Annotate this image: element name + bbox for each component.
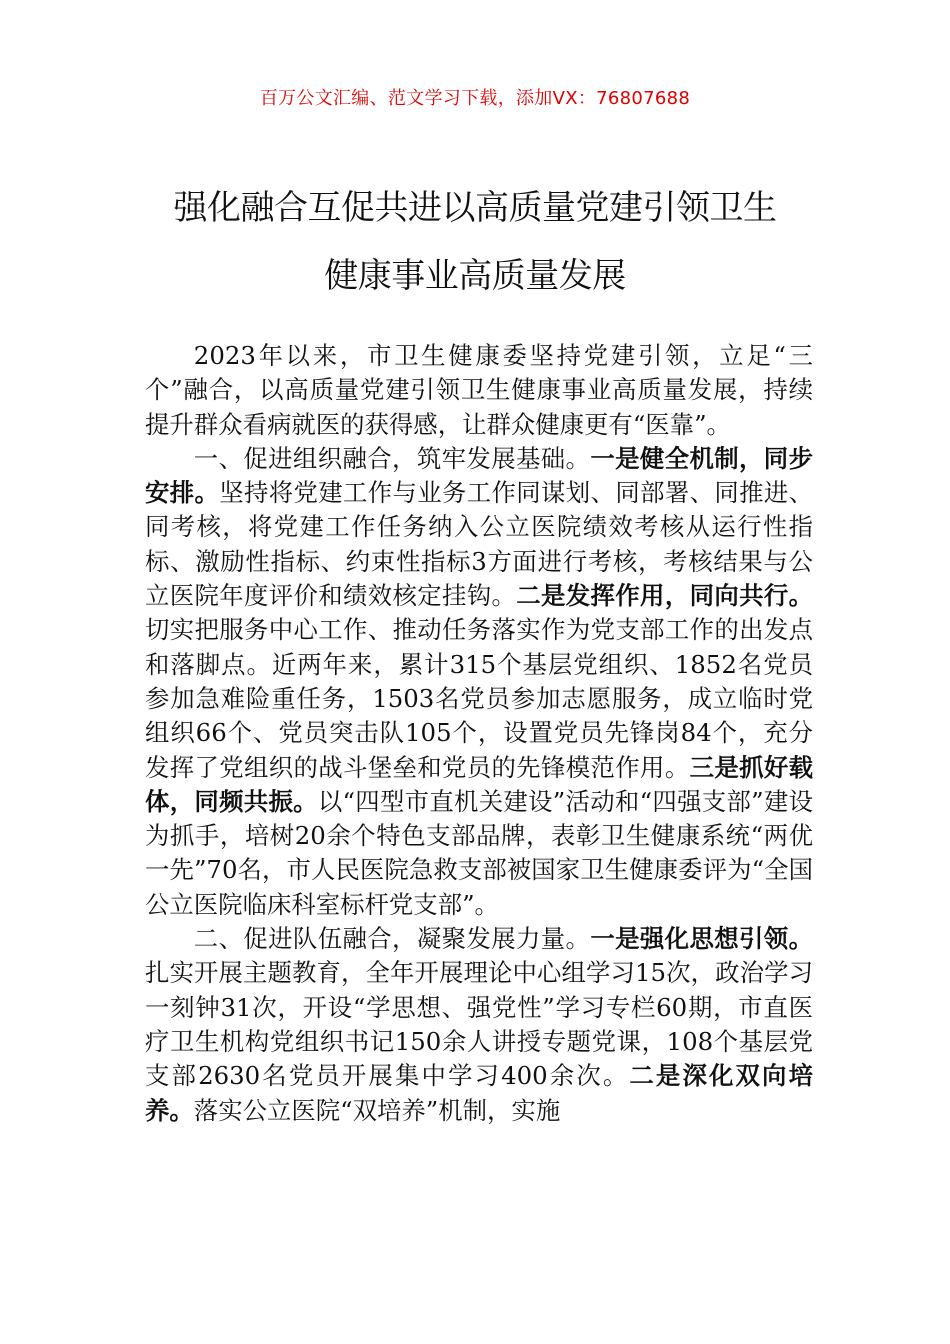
team-point-1-text: 扎实开展主题教育，全年开展理论中心组学习15次，政治学习一刻钟31次，开设“学思想、强党性”学习专栏60期，市直医疗卫生机构党组织书记150余人讲授专题党课，108个基层党支部2630名党员开展集中学习400余次。 [145, 958, 813, 1091]
header-watermark-text: 百万公文汇编、范文学习下载，添加VX：76807688 [259, 88, 691, 109]
point-2-bold: 二是发挥作用，同向共行。 [516, 581, 813, 611]
title-line-2: 健康事业高质量发展 [324, 256, 626, 296]
paragraph-intro [145, 339, 813, 442]
section-heading-2: 二、促进队伍融合，凝聚发展力量。 [193, 924, 591, 954]
intro-text: 2023年以来，市卫生健康委坚持党建引领，立足“三个”融合，以高质量党建引领卫生健康事业高质量发展，持续提升群众看病就医的获得感，让群众健康更有“医靠”。 [145, 341, 813, 439]
point-3-text: 以“四型市直机关建设”活动和“四强支部”建设为抓手，培树20余个特色支部品牌，表彰卫生健康系统“两优一先”70名，市人民医院急救支部被国家卫生健康委评为“全国公立医院临床科室标杆党支部”。 [145, 786, 813, 919]
point-2-text: 切实把服务中心工作、推动任务落实作为党支部工作的出发点和落脚点。近两年来，累计315个基层党组织、1852名党员参加急难险重任务，1503名党员参加志愿服务，成立临时党组织66个、党员突击队105个，设置党员先锋岗84个，充分发挥了党组织的战斗堡垒和党员的先锋模范作用。 [145, 615, 813, 782]
paragraph-organization [145, 442, 813, 922]
team-point-1-bold: 一是强化思想引领。 [590, 924, 813, 954]
team-point-2-text: 落实公立医院“双培养”机制，实施 [193, 1095, 561, 1125]
point-1-text: 坚持将党建工作与业务工作同谋划、同部署、同推进、同考核，将党建工作任务纳入公立医院绩效考核从运行性指标、激励性指标、约束性指标3方面进行考核，考核结果与公立医院年度评价和绩效核定挂钩。 [145, 478, 813, 611]
point-1-bold: 一是健全机制，同步安排。 [145, 443, 813, 508]
team-point-2-bold: 二是深化双向培养。 [145, 1061, 813, 1125]
section-heading-1: 一、促进组织融合，筑牢发展基础。 [193, 443, 591, 473]
document-body [145, 339, 813, 1128]
paragraph-team [145, 922, 813, 1128]
title-line-1: 强化融合互促共进以高质量党建引领卫生 [173, 188, 777, 228]
point-3-bold: 三是抓好载体，同频共振。 [145, 752, 813, 816]
